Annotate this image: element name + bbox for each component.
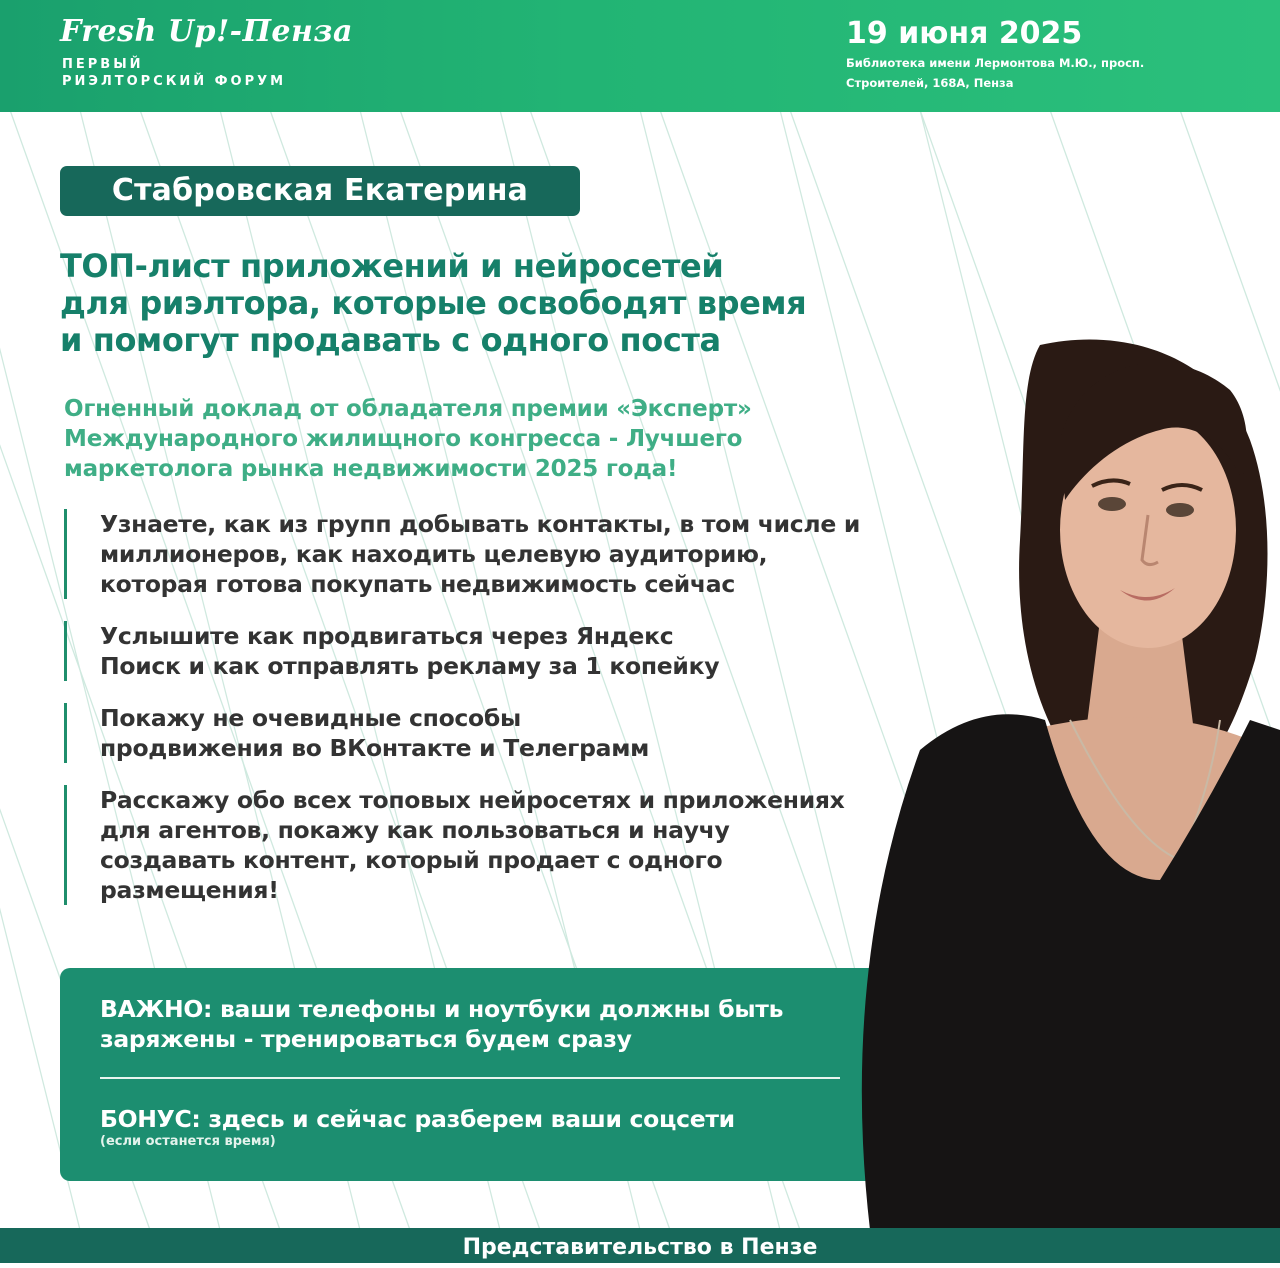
- talk-title-line: ТОП-лист приложений и нейросетей: [60, 247, 724, 285]
- important-notice-line: заряжены - тренироваться будем сразу: [100, 1025, 632, 1053]
- list-item: [64, 785, 924, 905]
- event-venue-line2: Строителей, 168А, Пенза: [846, 76, 1014, 90]
- forum-logo: Fresh Up!-Пенза: [60, 14, 353, 49]
- list-item-line: создавать контент, который продает с одного: [100, 846, 723, 874]
- talk-intro-line: Международного жилищного конгресса - Лучшего: [64, 426, 743, 452]
- list-item-line: миллионеров, как находить целевую аудиторию,: [100, 540, 768, 568]
- speaker-name-badge: Стабровская Екатерина: [60, 166, 580, 216]
- list-item: [64, 703, 924, 763]
- event-header: [0, 0, 1280, 112]
- list-item-line: Поиск и как отправлять рекламу за 1 копейку: [100, 652, 720, 680]
- bonus-notice: БОНУС: здесь и сейчас разберем ваши соцсети: [100, 1105, 735, 1133]
- list-item-line: для агентов, покажу как пользоваться и научу: [100, 816, 730, 844]
- important-notice: [100, 994, 840, 1054]
- list-item-line: которая готова покупать недвижимость сейчас: [100, 570, 735, 598]
- talk-title-line: и помогут продавать с одного поста: [60, 321, 721, 359]
- talk-title: [60, 248, 910, 359]
- list-item-line: продвижения во ВКонтакте и Телеграмм: [100, 734, 650, 762]
- notice-box: [60, 968, 880, 1181]
- list-item-line: Узнаете, как из групп добывать контакты, в том числе и: [100, 510, 861, 538]
- forum-subtitle-line2: РИЭЛТОРСКИЙ ФОРУМ: [62, 74, 287, 89]
- event-venue-line1: Библиотека имени Лермонтова М.Ю., просп.: [846, 56, 1145, 70]
- talk-intro: [64, 394, 844, 484]
- list-item-line: Расскажу обо всех топовых нейросетях и приложениях: [100, 786, 845, 814]
- important-notice-line: ВАЖНО: ваши телефоны и ноутбуки должны быть: [100, 995, 784, 1023]
- forum-subtitle: [62, 56, 286, 90]
- list-item: [64, 621, 924, 681]
- notice-divider: [100, 1077, 840, 1079]
- list-item-line: Покажу не очевидные способы: [100, 704, 521, 732]
- talk-intro-line: маркетолога рынка недвижимости 2025 года!: [64, 456, 678, 482]
- talk-points-list: [64, 509, 924, 927]
- bonus-note: (если останется время): [100, 1134, 276, 1149]
- list-item-line: размещения!: [100, 876, 279, 904]
- list-item-line: Услышите как продвигаться через Яндекс: [100, 622, 674, 650]
- event-date: 19 июня 2025: [846, 16, 1083, 51]
- event-venue: [846, 53, 1206, 93]
- talk-intro-line: Огненный доклад от обладателя премии «Эксперт»: [64, 396, 752, 422]
- footer-banner: Представительство в Пензе: [0, 1228, 1280, 1263]
- list-item: [64, 509, 924, 599]
- talk-title-line: для риэлтора, которые освободят время: [60, 284, 807, 322]
- forum-subtitle-line1: ПЕРВЫЙ: [62, 57, 144, 72]
